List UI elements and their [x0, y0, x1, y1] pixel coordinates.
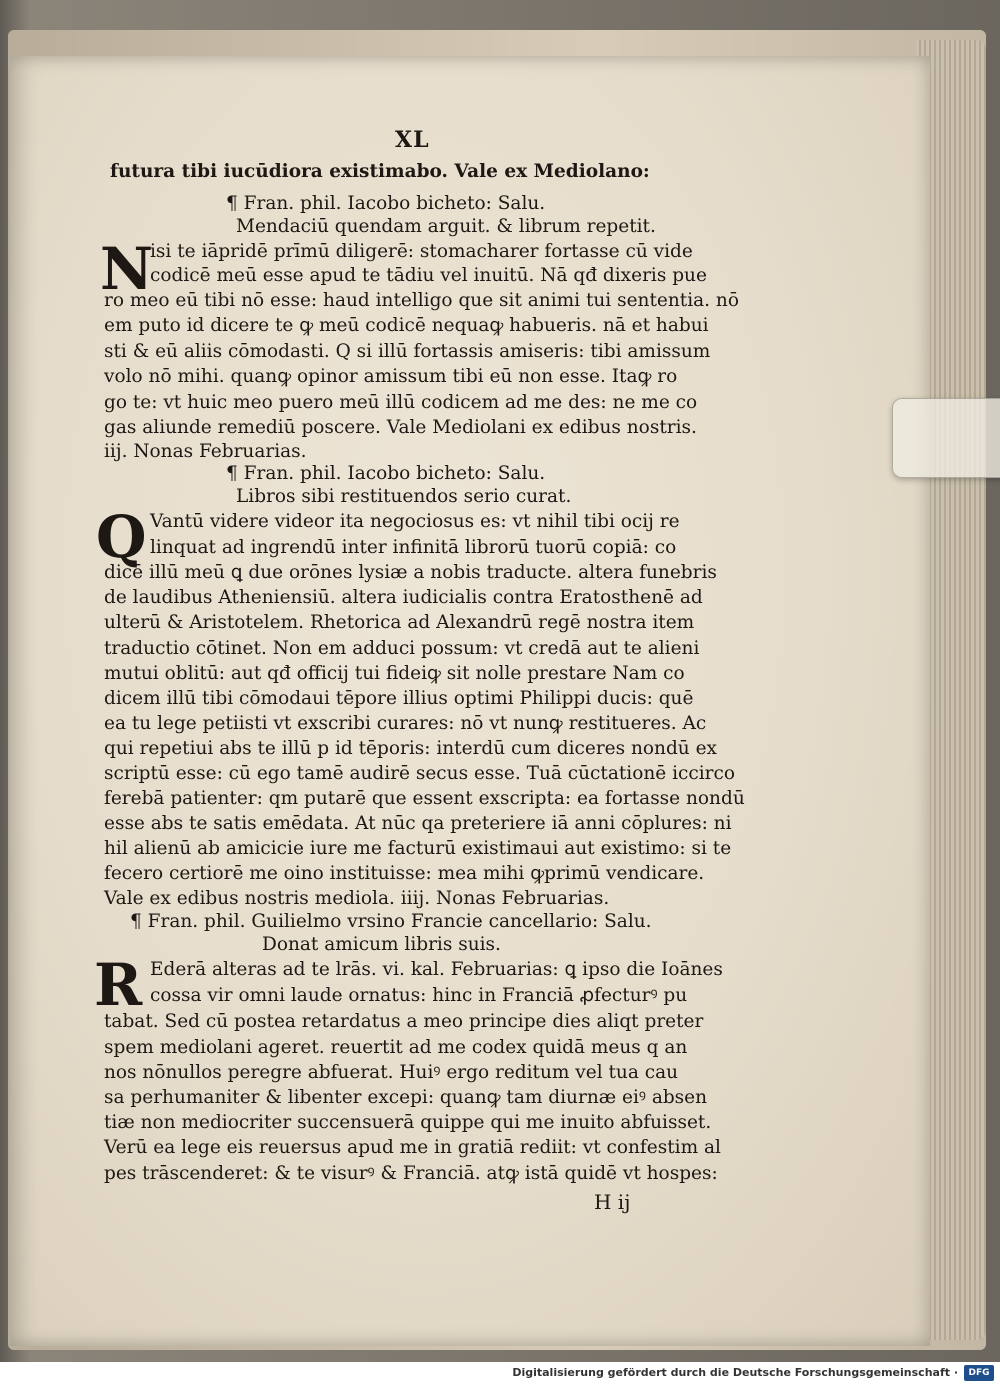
text-line: qui repetiui abs te illū p id tēporis: interdū cum diceres nondū ex	[104, 738, 717, 759]
text-line: spem mediolani ageret. reuertit ad me codex quidā meus q an	[104, 1037, 688, 1058]
text-line: nos nōnullos peregre abfuerat. Huiꝰ ergo reditum vel tua cau	[104, 1062, 679, 1083]
text-line: dicē illū meū ꝗ due orōnes lysiæ a nobis traducte. altera funebris	[104, 562, 717, 583]
text-line: sa perhumaniter & libenter excepi: quanꝙ tam diurnæ eiꝰ absen	[104, 1087, 708, 1108]
letter-subheading: Mendaciū quendam arguit. & librum repetit.	[236, 216, 656, 237]
text-line: ro meo eū tibi nō esse: haud intelligo que sit animi tui sententia. nō	[104, 290, 739, 311]
bookmark-slip	[892, 398, 1000, 478]
text-line: codicē meū esse apud te tādiu vel inuitū. Nā qđ dixeris pue	[150, 265, 707, 286]
drop-initial: Q	[96, 503, 147, 571]
text-line: cossa vir omni laude ornatus: hinc in Franciā ꝓfecturꝰ pu	[150, 985, 688, 1006]
text-line: dicem illū tibi cōmodaui tēpore illius optimi Philippi ducis: quē	[104, 688, 694, 709]
folio-number: XL	[395, 127, 430, 153]
text-line: ferebā patienter: qm putarē que essent exscripta: ea fortasse nondū	[104, 788, 745, 809]
text-line: isi te iāpridē prīmū diligerē: stomacharer fortasse cū vide	[150, 241, 693, 262]
footer-bar	[0, 1362, 1000, 1385]
text-line: tabat. Sed cū postea retardatus a meo principe dies aliqt preter	[104, 1011, 704, 1032]
text-line: fecero certiorē me oino instituisse: mea mihi ꝙprimū vendicare.	[104, 863, 705, 884]
text-line: gas aliunde remediū poscere. Vale Mediolani ex edibus nostris.	[104, 417, 697, 438]
text-line: ea tu lege petiisti vt exscribi curares: nō vt nunꝙ restitueres. Ac	[104, 713, 707, 734]
text-line: pes trāscenderet: & te visurꝰ & Franciā. atꝙ istā quidē vt hospes:	[104, 1163, 718, 1184]
dfg-logo-icon: DFG	[964, 1365, 994, 1381]
text-line: futura tibi iucūdiora existimabo. Vale ex Mediolano:	[110, 161, 650, 182]
letter-heading: ¶ Fran. phil. Iacobo bicheto: Salu.	[226, 463, 546, 484]
text-line: de laudibus Atheniensiū. altera iudicialis contra Eratosthenē ad	[104, 587, 703, 608]
text-line: mutui oblitū: aut qđ officij tui fideiꝙ sit nolle prestare Nam co	[104, 663, 685, 684]
text-line: Vantū videre videor ita negociosus es: vt nihil tibi ocij re	[150, 511, 680, 532]
letter-subheading: Libros sibi restituendos serio curat.	[236, 486, 572, 507]
letter-heading: ¶ Fran. phil. Guilielmo vrsino Francie cancellario: Salu.	[130, 911, 652, 932]
text-line: sti & eū aliis cōmodasti. Q si illū fortassis amiseris: tibi amissum	[104, 341, 711, 362]
text-line: volo nō mihi. quanꝙ opinor amissum tibi eū non esse. Itaꝙ ro	[104, 366, 678, 387]
text-line: Vale ex edibus nostris mediola. iiij. Nonas Februarias.	[104, 888, 610, 909]
text-line: scriptū esse: cū ego tamē audirē secus esse. Tuā cūctationē iccirco	[104, 763, 735, 784]
text-line: esse abs te satis emēdata. At nūc qa preteriere iā anni cōplures: ni	[104, 813, 732, 834]
text-line: linquat ad ingrendū inter infinitā librorū tuorū copiā: co	[150, 537, 677, 558]
text-line: em puto id dicere te ꝙ meū codicē nequaꝙ habueris. nā et habui	[104, 315, 709, 336]
catchword: H ij	[594, 1190, 631, 1214]
text-line: traductio cōtinet. Non em adduci possum: vt credā aut te alieni	[104, 638, 700, 659]
drop-initial: R	[94, 951, 143, 1019]
letter-heading: ¶ Fran. phil. Iacobo bicheto: Salu.	[226, 193, 546, 214]
letter-subheading: Donat amicum libris suis.	[262, 934, 501, 955]
funding-credit: Digitalisierung gefördert durch die Deutsche Forschungsgemeinschaft ·	[512, 1366, 958, 1379]
drop-initial: N	[100, 235, 154, 303]
text-line: hil alienū ab amicicie iure me facturū existimaui aut existimo: si te	[104, 838, 732, 859]
text-line: Verū ea lege eis reuersus apud me in gratiā rediit: vt confestim al	[104, 1137, 721, 1158]
text-line: ulterū & Aristotelem. Rhetorica ad Alexandrū regē nostra item	[104, 612, 695, 633]
text-line: go te: vt huic meo puero meū illū codicem ad me des: ne me co	[104, 392, 698, 413]
text-line: iij. Nonas Februarias.	[104, 441, 307, 462]
text-line: tiæ non mediocriter succensuerā quippe qui me inuito abfuisset.	[104, 1112, 712, 1133]
text-line: Ederā alteras ad te lrās. vi. kal. Februarias: ꝗ ipso die Ioānes	[150, 959, 723, 980]
